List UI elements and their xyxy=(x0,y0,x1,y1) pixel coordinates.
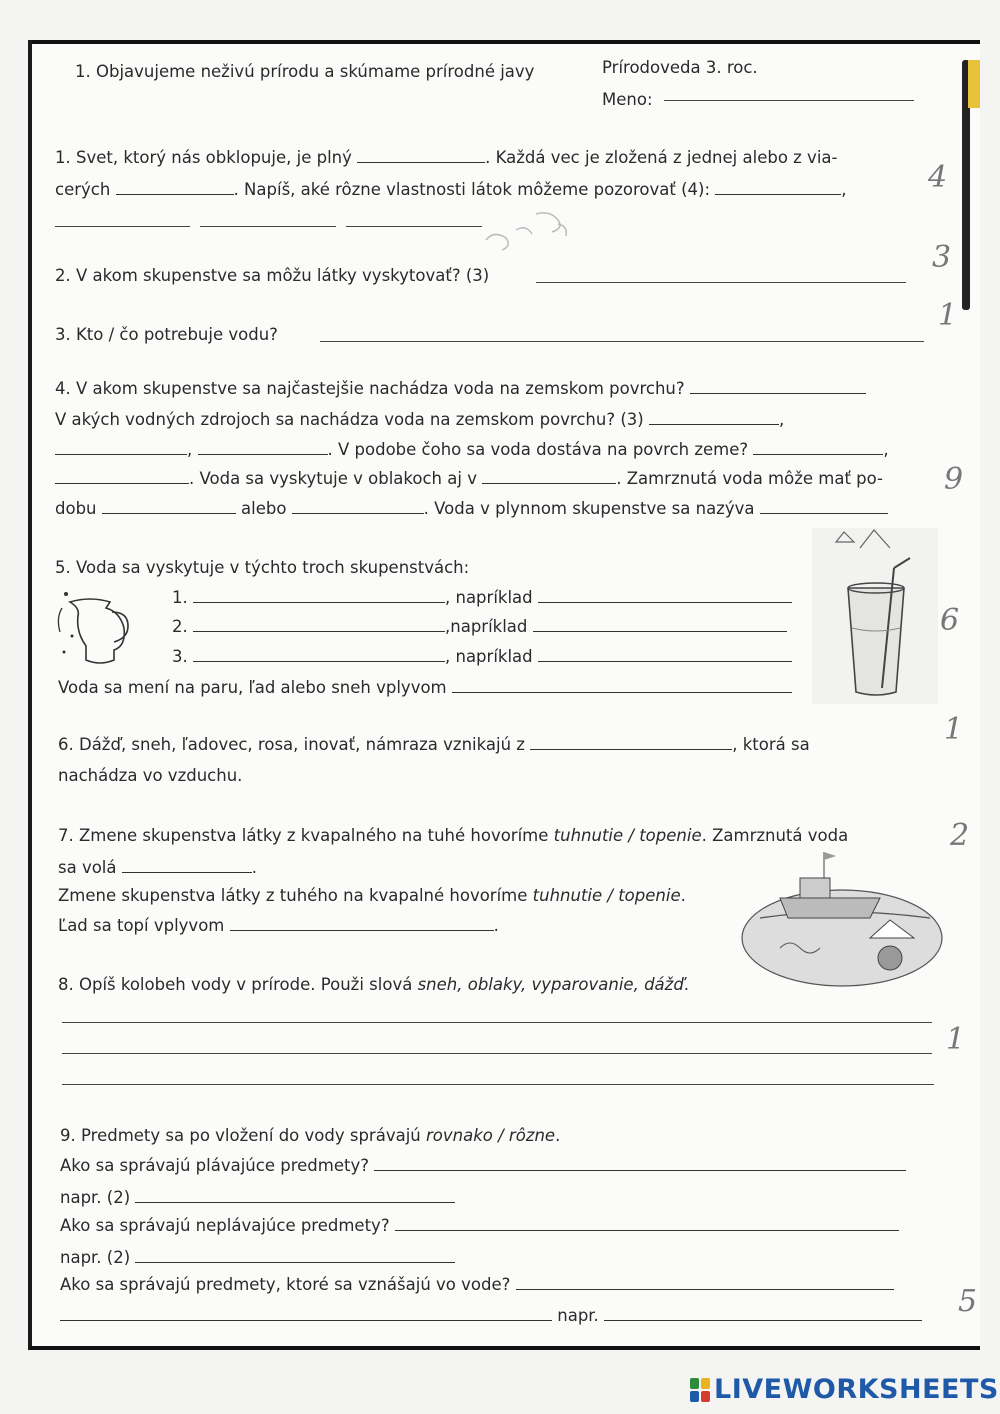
q4-blank-6[interactable] xyxy=(55,469,189,484)
page-edge-top xyxy=(30,40,980,44)
q7-line-4: Ľad sa topí vplyvom . xyxy=(58,916,499,935)
q7-score: 2 xyxy=(950,818,970,853)
q9-blank-5[interactable] xyxy=(516,1275,894,1290)
q3-text: 3. Kto / čo potrebuje vodu? xyxy=(55,325,278,344)
ship-and-iceberg-image xyxy=(740,848,944,988)
q9-line-4: napr. (2) xyxy=(60,1248,455,1268)
q9-blank-4[interactable] xyxy=(135,1248,455,1263)
q5-state-1[interactable] xyxy=(193,588,445,603)
water-jug-image xyxy=(52,588,142,668)
q1-text-1: 1. Svet, ktorý nás obklopuje, je plný . Každá vec je zložená z jednej alebo z via- xyxy=(55,148,838,167)
q1-blank-1[interactable] xyxy=(357,148,485,163)
q1-blank-5[interactable] xyxy=(200,226,336,227)
q7-blank-2[interactable] xyxy=(230,916,494,931)
q2-text: 2. V akom skupenstve sa môžu látky vyskytovať? (3) xyxy=(55,266,490,285)
q4-blank-3[interactable] xyxy=(55,440,187,455)
q7-line-1: 7. Zmene skupenstva látky z kvapalného na tuhé hovoríme tuhnutie / topenie. Zamrznutá voda xyxy=(58,826,849,845)
q7-line-2: sa volá . xyxy=(58,858,258,877)
q4-blank-9[interactable] xyxy=(292,499,424,514)
q5-change-line: Voda sa mení na paru, ľad alebo sneh vplyvom xyxy=(58,678,792,698)
q5-row-3: 3. , napríklad xyxy=(172,647,792,667)
q4-line-3: , . V podobe čoho sa voda dostáva na povrch zeme? , xyxy=(55,440,889,460)
q1-score: 4 xyxy=(928,160,948,195)
name-label: Meno: xyxy=(602,90,653,109)
q9-blank-7[interactable] xyxy=(604,1306,922,1321)
q5-state-3[interactable] xyxy=(193,647,445,662)
liveworksheets-brand: LIVEWORKSHEETS xyxy=(714,1374,999,1405)
q9-title: 9. Predmety sa po vložení do vody správajú rovnako / rôzne. xyxy=(60,1126,561,1145)
q5-title: 5. Voda sa vyskytuje v týchto troch skupenstvách: xyxy=(55,558,470,577)
q4-line-5: dobu alebo . Voda v plynnom skupenstve sa nazýva xyxy=(55,499,888,519)
q5-row-1: 1. , napríklad xyxy=(172,588,792,608)
q1-blank-4[interactable] xyxy=(55,226,190,227)
q7-line-3: Zmene skupenstva látky z tuhého na kvapalné hovoríme tuhnutie / topenie. xyxy=(58,886,686,905)
q4-line-2: V akých vodných zdrojoch sa nachádza voda na zemskom povrchu? (3) , xyxy=(55,410,785,429)
subject-label: Prírodoveda 3. roc. xyxy=(602,58,758,77)
q2-score: 3 xyxy=(932,240,952,275)
page-edge-left xyxy=(28,40,32,1350)
liveworksheets-logo-icon xyxy=(690,1378,710,1402)
q4-blank-7[interactable] xyxy=(482,469,616,484)
q6-blank[interactable] xyxy=(530,735,732,750)
q4-blank-4[interactable] xyxy=(198,440,328,455)
q5-row-2: 2. ,napríklad xyxy=(172,617,787,637)
page-edge-bottom xyxy=(30,1346,980,1350)
q3-score: 1 xyxy=(938,298,958,333)
unit-title: 1. Objavujeme neživú prírodu a skúmame prírodné javy xyxy=(75,62,535,81)
q9-line-6: napr. xyxy=(60,1306,922,1326)
q9-blank-6[interactable] xyxy=(60,1306,552,1321)
yellow-tab xyxy=(968,60,980,108)
q6-line-2: nachádza vo vzduchu. xyxy=(58,766,243,785)
liveworksheets-logo xyxy=(690,1374,999,1405)
q1-text-2: cerých . Napíš, aké rôzne vlastnosti látok môžeme pozorovať (4): , xyxy=(55,180,847,199)
q9-line-2: napr. (2) xyxy=(60,1188,455,1208)
q9-line-1: Ako sa správajú plávajúce predmety? xyxy=(60,1156,906,1176)
q6-line-1: 6. Dážď, sneh, ľadovec, rosa, inovať, námraza vznikajú z , ktorá sa xyxy=(58,735,810,754)
q4-blank-2[interactable] xyxy=(649,410,779,425)
q1-blank-6[interactable] xyxy=(346,226,482,227)
q5-example-2[interactable] xyxy=(533,617,787,632)
q9-score: 5 xyxy=(958,1284,978,1319)
q7-blank-1[interactable] xyxy=(122,858,252,873)
eraser-smudge-image xyxy=(476,200,586,256)
q4-line-1: 4. V akom skupenstve sa najčastejšie nachádza voda na zemskom povrchu? xyxy=(55,379,866,399)
q5-example-3[interactable] xyxy=(538,647,792,662)
q3-answer-line[interactable] xyxy=(320,341,924,342)
q1-blank-3[interactable] xyxy=(715,180,841,195)
q8-score: 1 xyxy=(946,1022,966,1057)
q8-answer-line-1[interactable] xyxy=(62,1022,932,1023)
q4-line-4: . Voda sa vyskytuje v oblakoch aj v . Zamrznutá voda môže mať po- xyxy=(55,469,883,489)
q4-blank-5[interactable] xyxy=(753,440,883,455)
q5-score: 6 xyxy=(940,603,960,638)
glass-of-water-image xyxy=(812,528,938,704)
q9-line-5: Ako sa správajú predmety, ktoré sa vznášajú vo vode? xyxy=(60,1275,894,1295)
q9-blank-1[interactable] xyxy=(374,1156,906,1171)
name-field[interactable] xyxy=(664,100,914,101)
q8-answer-line-2[interactable] xyxy=(62,1053,932,1054)
q4-blank-10[interactable] xyxy=(760,499,888,514)
q8-text: 8. Opíš kolobeh vody v prírode. Použi slová sneh, oblaky, vyparovanie, dážď. xyxy=(58,975,690,994)
q5-blank-cause[interactable] xyxy=(452,678,792,693)
q2-answer-line[interactable] xyxy=(536,282,906,283)
q9-blank-3[interactable] xyxy=(395,1216,899,1231)
q4-score: 9 xyxy=(944,462,964,497)
q9-line-3: Ako sa správajú neplávajúce predmety? xyxy=(60,1216,899,1236)
q4-blank-8[interactable] xyxy=(102,499,236,514)
q5-example-1[interactable] xyxy=(538,588,792,603)
q4-blank-1[interactable] xyxy=(690,379,866,394)
q8-answer-line-3[interactable] xyxy=(62,1084,934,1085)
q6-score: 1 xyxy=(944,712,964,747)
q5-state-2[interactable] xyxy=(193,617,445,632)
q1-blank-2[interactable] xyxy=(116,180,234,195)
q9-blank-2[interactable] xyxy=(135,1188,455,1203)
